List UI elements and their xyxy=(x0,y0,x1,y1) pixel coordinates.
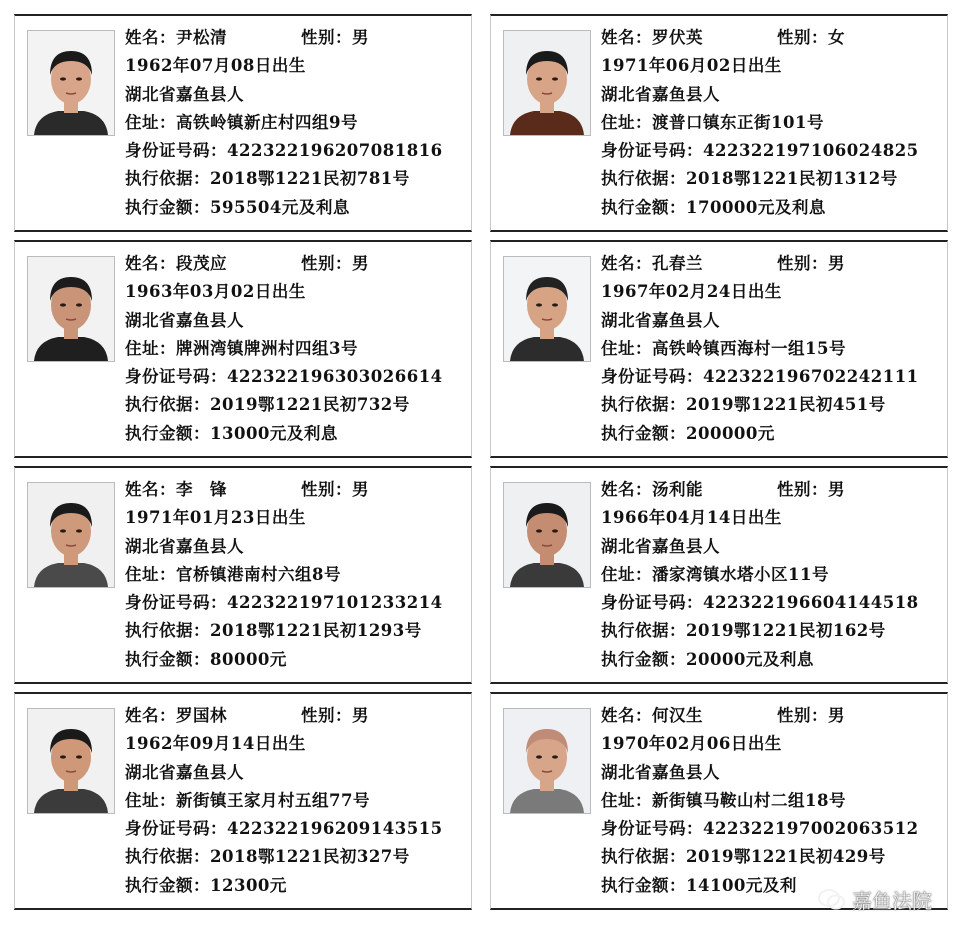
id-row xyxy=(601,363,939,391)
birth-date: 1970年02月06日出生 xyxy=(601,734,782,754)
name-label: 姓名： xyxy=(125,28,176,47)
address-row xyxy=(601,561,939,589)
person-basis: 2018鄂1221民初1312号 xyxy=(686,169,898,189)
origin: 湖北省嘉鱼县人 xyxy=(601,762,720,782)
person-id: 422322196702242111 xyxy=(703,367,919,387)
amount-row xyxy=(601,420,939,448)
name-label: 姓名： xyxy=(125,706,176,725)
address-label: 住址： xyxy=(125,338,176,358)
person-amount: 20000元及利息 xyxy=(686,649,814,669)
name-row xyxy=(125,702,463,730)
basis-row xyxy=(601,617,939,645)
person-photo xyxy=(503,482,591,588)
name-row xyxy=(125,250,463,278)
person-gender: 男 xyxy=(352,480,369,499)
name-row xyxy=(601,702,939,730)
gender-label: 性别： xyxy=(301,706,352,725)
id-row xyxy=(601,815,939,843)
person-name: 尹松清 xyxy=(176,28,227,47)
address-label: 住址： xyxy=(601,790,652,810)
person-gender: 男 xyxy=(828,706,845,725)
amount-label: 执行金额： xyxy=(125,649,210,669)
person-id: 422322196604144518 xyxy=(703,593,919,613)
id-label: 身份证号码： xyxy=(601,141,703,161)
origin: 湖北省嘉鱼县人 xyxy=(125,84,244,104)
name-label: 姓名： xyxy=(601,480,652,499)
basis-row xyxy=(125,391,463,419)
person-id: 422322197106024825 xyxy=(703,141,919,161)
person-id: 422322197002063512 xyxy=(703,819,919,839)
person-name: 汤利能 xyxy=(652,480,703,499)
address-row xyxy=(125,561,463,589)
basis-label: 执行依据： xyxy=(125,169,210,189)
person-info xyxy=(601,250,939,448)
basis-label: 执行依据： xyxy=(125,847,210,867)
basis-row xyxy=(125,843,463,871)
basis-row xyxy=(125,165,463,193)
address-row xyxy=(125,787,463,815)
person-address: 官桥镇港南村六组8号 xyxy=(176,564,341,584)
person-info xyxy=(125,702,463,900)
person-photo xyxy=(27,30,115,136)
address-row xyxy=(125,335,463,363)
birth-date: 1962年09月14日出生 xyxy=(125,734,306,754)
basis-row xyxy=(601,843,939,871)
name-row xyxy=(601,250,939,278)
id-row xyxy=(125,363,463,391)
amount-label: 执行金额： xyxy=(125,875,210,895)
gender-label: 性别： xyxy=(777,254,828,273)
person-basis: 2018鄂1221民初327号 xyxy=(210,847,410,867)
address-label: 住址： xyxy=(125,564,176,584)
person-amount: 13000元及利息 xyxy=(210,423,338,443)
address-label: 住址： xyxy=(601,112,652,132)
name-row xyxy=(125,476,463,504)
person-address: 牌洲湾镇牌洲村四组3号 xyxy=(176,338,358,358)
amount-label: 执行金额： xyxy=(125,423,210,443)
birth-date: 1966年04月14日出生 xyxy=(601,508,782,528)
address-row xyxy=(601,109,939,137)
watermark xyxy=(818,885,932,914)
origin: 湖北省嘉鱼县人 xyxy=(125,762,244,782)
id-label: 身份证号码： xyxy=(125,367,227,387)
birth-date: 1963年03月02日出生 xyxy=(125,282,306,302)
person-amount: 200000元 xyxy=(686,423,775,443)
id-label: 身份证号码： xyxy=(125,593,227,613)
person-photo xyxy=(503,30,591,136)
basis-row xyxy=(601,391,939,419)
person-card-grid xyxy=(14,14,948,928)
address-row xyxy=(601,335,939,363)
person-address: 渡普口镇东正街101号 xyxy=(652,112,824,132)
id-label: 身份证号码： xyxy=(125,141,227,161)
amount-row xyxy=(125,194,463,222)
person-card xyxy=(14,240,472,458)
name-label: 姓名： xyxy=(601,706,652,725)
person-card xyxy=(490,692,948,910)
watermark-text: 嘉鱼法院 xyxy=(852,889,932,913)
id-label: 身份证号码： xyxy=(601,819,703,839)
person-info xyxy=(601,24,939,222)
amount-label: 执行金额： xyxy=(125,197,210,217)
person-gender: 男 xyxy=(352,28,369,47)
id-row xyxy=(601,589,939,617)
name-label: 姓名： xyxy=(601,254,652,273)
origin: 湖北省嘉鱼县人 xyxy=(125,536,244,556)
id-row xyxy=(125,589,463,617)
person-gender: 男 xyxy=(352,254,369,273)
person-id: 422322197101233214 xyxy=(227,593,443,613)
origin: 湖北省嘉鱼县人 xyxy=(601,536,720,556)
person-name: 李 锋 xyxy=(176,480,227,499)
amount-row xyxy=(601,646,939,674)
id-label: 身份证号码： xyxy=(125,819,227,839)
name-label: 姓名： xyxy=(125,480,176,499)
person-basis: 2019鄂1221民初451号 xyxy=(686,395,886,415)
address-row xyxy=(125,109,463,137)
person-gender: 男 xyxy=(828,254,845,273)
amount-row xyxy=(125,872,463,900)
person-basis: 2019鄂1221民初429号 xyxy=(686,847,886,867)
person-address: 高铁岭镇西海村一组15号 xyxy=(652,338,846,358)
person-amount: 14100元及利 xyxy=(686,875,797,895)
id-row xyxy=(125,137,463,165)
person-name: 段茂应 xyxy=(176,254,227,273)
person-card xyxy=(14,692,472,910)
address-label: 住址： xyxy=(125,112,176,132)
person-basis: 2018鄂1221民初1293号 xyxy=(210,621,422,641)
person-info xyxy=(125,24,463,222)
name-row xyxy=(125,24,463,52)
amount-label: 执行金额： xyxy=(601,875,686,895)
person-photo xyxy=(503,256,591,362)
person-address: 高铁岭镇新庄村四组9号 xyxy=(176,112,358,132)
name-label: 姓名： xyxy=(125,254,176,273)
person-id: 422322196303026614 xyxy=(227,367,443,387)
id-row xyxy=(125,815,463,843)
gender-label: 性别： xyxy=(301,254,352,273)
basis-label: 执行依据： xyxy=(125,621,210,641)
name-label: 姓名： xyxy=(601,28,652,47)
person-info xyxy=(125,250,463,448)
person-card xyxy=(490,14,948,232)
person-basis: 2019鄂1221民初162号 xyxy=(686,621,886,641)
id-row xyxy=(601,137,939,165)
person-address: 新街镇马鞍山村二组18号 xyxy=(652,790,846,810)
id-label: 身份证号码： xyxy=(601,367,703,387)
person-address: 新街镇王家月村五组77号 xyxy=(176,790,370,810)
person-name: 孔春兰 xyxy=(652,254,703,273)
person-info xyxy=(601,702,939,900)
amount-row xyxy=(125,646,463,674)
basis-row xyxy=(125,617,463,645)
person-card xyxy=(14,466,472,684)
person-gender: 男 xyxy=(828,480,845,499)
person-basis: 2019鄂1221民初732号 xyxy=(210,395,410,415)
address-row xyxy=(601,787,939,815)
person-card xyxy=(490,240,948,458)
person-name: 罗伏英 xyxy=(652,28,703,47)
person-amount: 12300元 xyxy=(210,875,287,895)
id-label: 身份证号码： xyxy=(601,593,703,613)
amount-label: 执行金额： xyxy=(601,649,686,669)
person-gender: 男 xyxy=(352,706,369,725)
amount-row xyxy=(601,194,939,222)
basis-row xyxy=(601,165,939,193)
person-photo xyxy=(503,708,591,814)
person-id: 422322196207081816 xyxy=(227,141,443,161)
person-name: 罗国林 xyxy=(176,706,227,725)
basis-label: 执行依据： xyxy=(601,847,686,867)
person-amount: 80000元 xyxy=(210,649,287,669)
person-card xyxy=(14,14,472,232)
basis-label: 执行依据： xyxy=(601,169,686,189)
gender-label: 性别： xyxy=(777,706,828,725)
person-amount: 170000元及利息 xyxy=(686,197,826,217)
origin: 湖北省嘉鱼县人 xyxy=(601,84,720,104)
amount-label: 执行金额： xyxy=(601,423,686,443)
person-name: 何汉生 xyxy=(652,706,703,725)
address-label: 住址： xyxy=(601,338,652,358)
person-info xyxy=(601,476,939,674)
name-row xyxy=(601,24,939,52)
birth-date: 1971年01月23日出生 xyxy=(125,508,306,528)
name-row xyxy=(601,476,939,504)
person-photo xyxy=(27,708,115,814)
person-id: 422322196209143515 xyxy=(227,819,443,839)
origin: 湖北省嘉鱼县人 xyxy=(125,310,244,330)
gender-label: 性别： xyxy=(301,480,352,499)
person-gender: 女 xyxy=(828,28,845,47)
person-card xyxy=(490,466,948,684)
wechat-icon xyxy=(818,889,846,911)
person-photo xyxy=(27,256,115,362)
person-info xyxy=(125,476,463,674)
person-photo xyxy=(27,482,115,588)
birth-date: 1971年06月02日出生 xyxy=(601,56,782,76)
amount-row xyxy=(125,420,463,448)
gender-label: 性别： xyxy=(301,28,352,47)
basis-label: 执行依据： xyxy=(601,395,686,415)
basis-label: 执行依据： xyxy=(601,621,686,641)
birth-date: 1962年07月08日出生 xyxy=(125,56,306,76)
gender-label: 性别： xyxy=(777,480,828,499)
amount-label: 执行金额： xyxy=(601,197,686,217)
address-label: 住址： xyxy=(601,564,652,584)
person-amount: 595504元及利息 xyxy=(210,197,350,217)
address-label: 住址： xyxy=(125,790,176,810)
person-basis: 2018鄂1221民初781号 xyxy=(210,169,410,189)
birth-date: 1967年02月24日出生 xyxy=(601,282,782,302)
person-address: 潘家湾镇水塔小区11号 xyxy=(652,564,829,584)
origin: 湖北省嘉鱼县人 xyxy=(601,310,720,330)
basis-label: 执行依据： xyxy=(125,395,210,415)
gender-label: 性别： xyxy=(777,28,828,47)
